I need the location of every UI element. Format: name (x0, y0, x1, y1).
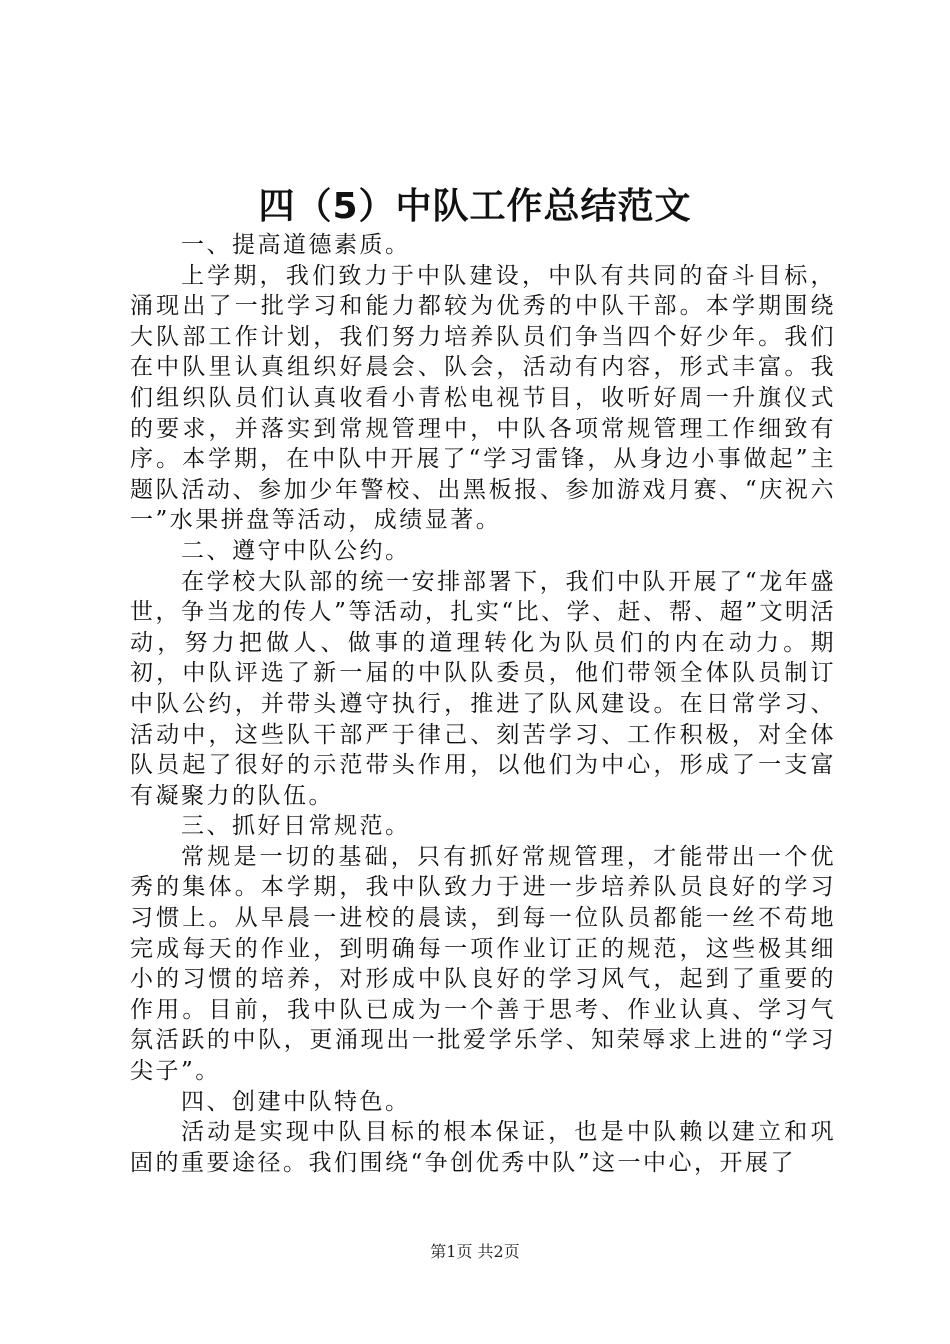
section-heading-2: 二、遵守中队公约。 (181, 537, 411, 564)
page-number-footer: 第1页 共2页 (430, 1242, 520, 1261)
document-body (130, 230, 836, 1178)
paragraph-1: 上学期，我们致力于中队建设，中队有共同的奋斗目标，涌现出了一批学习和能力都较为优秀的中队干部。本学期围绕大队部工作计划，我们努力培养队员们争当四个好少年。我们在中队里认真组织好晨会、队会，活动有内容，形式丰富。我们组织队员们认真收看小青松电视节目，收听好周一升旗仪式的要求，并落实到常规管理中，中队各项常规管理工作细致有序。本学期，在中队中开展了“学习雷锋，从身边小事做起”主题队活动、参加少年警校、出黑板报、参加游戏月赛、“庆祝六一”水果拼盘等活动，成绩显著。 (130, 262, 836, 534)
paragraph-3: 常规是一切的基础，只有抓好常规管理，才能带出一个优秀的集体。本学期，我中队致力于进一步培养队员良好的学习习惯上。从早晨一进校的晨读，到每一位队员都能一丝不苟地完成每天的作业，到明确每一项作业订正的规范，这些极其细小的习惯的培养，对形成中队良好的学习风气，起到了重要的作用。目前，我中队已成为一个善于思考、作业认真、学习气氛活跃的中队，更涌现出一批爱学乐学、知荣辱求上进的“学习尖子”。 (130, 843, 836, 1085)
paragraph-2: 在学校大队部的统一安排部署下，我们中队开展了“龙年盛世，争当龙的传人”等活动，扎实“比、学、赶、帮、超”文明活动，努力把做人、做事的道理转化为队员们的内在动力。期初，中队评选了新一届的中队队委员，他们带领全体队员制订中队公约，并带头遵守执行，推进了队风建设。在日常学习、活动中，这些队干部严于律己、刻苦学习、工作积极，对全体队员起了很好的示范带头作用，以他们为中心，形成了一支富有凝聚力的队伍。 (130, 568, 836, 809)
section-heading-1: 一、提高道德素质。 (181, 232, 411, 258)
paragraph-4: 活动是实现中队目标的根本保证，也是中队赖以建立和巩固的重要途径。我们围绕“争创优秀中队”这一中心，开展了 (130, 1119, 836, 1176)
section-heading-3: 三、抓好日常规范。 (181, 813, 411, 840)
document-title: 四（5）中队工作总结范文 (258, 186, 692, 227)
section-heading-4: 四、创建中队特色。 (181, 1088, 411, 1115)
